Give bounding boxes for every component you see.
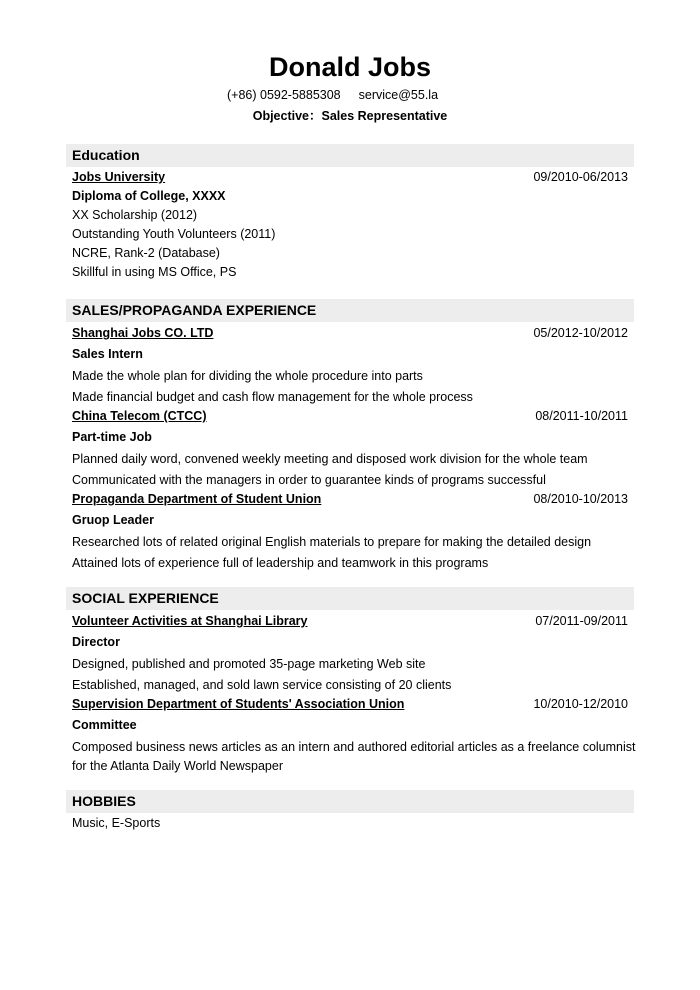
job-role: Gruop Leader	[72, 513, 154, 527]
job-header-row	[72, 324, 628, 342]
job-detail-line: Made the whole plan for dividing the whole procedure into parts	[72, 369, 423, 383]
section-hobbies-header	[66, 790, 634, 813]
education-school-row	[72, 168, 628, 186]
education-line: Diploma of College, XXXX	[72, 189, 226, 203]
job-detail-line: Communicated with the managers in order to guarantee kinds of programs successful	[72, 473, 546, 487]
activity-name: Volunteer Activities at Shanghai Library	[72, 614, 308, 628]
job-detail-line: Researched lots of related original English materials to prepare for making the detailed design	[72, 535, 592, 549]
job-header-row	[72, 407, 628, 425]
section-sales-header	[66, 299, 634, 322]
activity-header-row	[72, 612, 628, 630]
job-header-row	[72, 490, 628, 508]
section-title: SOCIAL EXPERIENCE	[72, 590, 219, 606]
job-dates: 08/2010-10/2013	[533, 492, 628, 506]
section-title: Education	[72, 147, 140, 163]
activity-detail-line: Designed, published and promoted 35-page marketing Web site	[72, 657, 426, 671]
activity-name: Supervision Department of Students' Association Union	[72, 697, 405, 711]
company-name: China Telecom (CTCC)	[72, 409, 207, 423]
activity-role: Director	[72, 635, 120, 649]
job-detail-line: Planned daily word, convened weekly meeting and disposed work division for the whole team	[72, 452, 588, 466]
company-name: Shanghai Jobs CO. LTD	[72, 326, 214, 340]
education-line: Outstanding Youth Volunteers (2011)	[72, 227, 276, 241]
section-social-header	[66, 587, 634, 610]
candidate-name: Donald Jobs	[268, 52, 431, 82]
hobbies-text: Music, E-Sports	[72, 816, 161, 830]
education-line: NCRE, Rank-2 (Database)	[72, 246, 220, 260]
job-role: Sales Intern	[72, 347, 143, 361]
activity-role: Committee	[72, 718, 137, 732]
email-address: service@55.la	[358, 88, 439, 102]
job-detail-line: Attained lots of experience full of leadership and teamwork in this programs	[72, 556, 489, 570]
education-line: Skillful in using MS Office, PS	[72, 265, 237, 279]
activity-dates: 07/2011-09/2011	[535, 614, 628, 628]
education-line: XX Scholarship (2012)	[72, 208, 198, 222]
company-name: Propaganda Department of Student Union	[72, 492, 322, 506]
activity-dates: 10/2010-12/2010	[533, 697, 628, 711]
activity-detail-line: Composed business news articles as an intern and authored editorial articles as a freelance columnist	[72, 740, 636, 754]
objective: Objective：Sales Representative	[252, 109, 448, 123]
job-dates: 05/2012-10/2012	[533, 326, 628, 340]
activity-detail-line: for the Atlanta Daily World Newspaper	[72, 759, 283, 773]
phone-number: (+86) 0592-5885308	[227, 88, 341, 102]
contact-line	[227, 86, 438, 104]
section-education-header	[66, 144, 634, 167]
job-role: Part-time Job	[72, 430, 152, 444]
education-dates: 09/2010-06/2013	[533, 170, 628, 184]
activity-header-row	[72, 695, 628, 713]
section-title: HOBBIES	[72, 793, 136, 809]
section-title: SALES/PROPAGANDA EXPERIENCE	[72, 302, 317, 318]
activity-detail-line: Established, managed, and sold lawn service consisting of 20 clients	[72, 678, 452, 692]
job-dates: 08/2011-10/2011	[535, 409, 628, 423]
job-detail-line: Made financial budget and cash flow management for the whole process	[72, 390, 473, 404]
school-name: Jobs University	[72, 170, 166, 184]
